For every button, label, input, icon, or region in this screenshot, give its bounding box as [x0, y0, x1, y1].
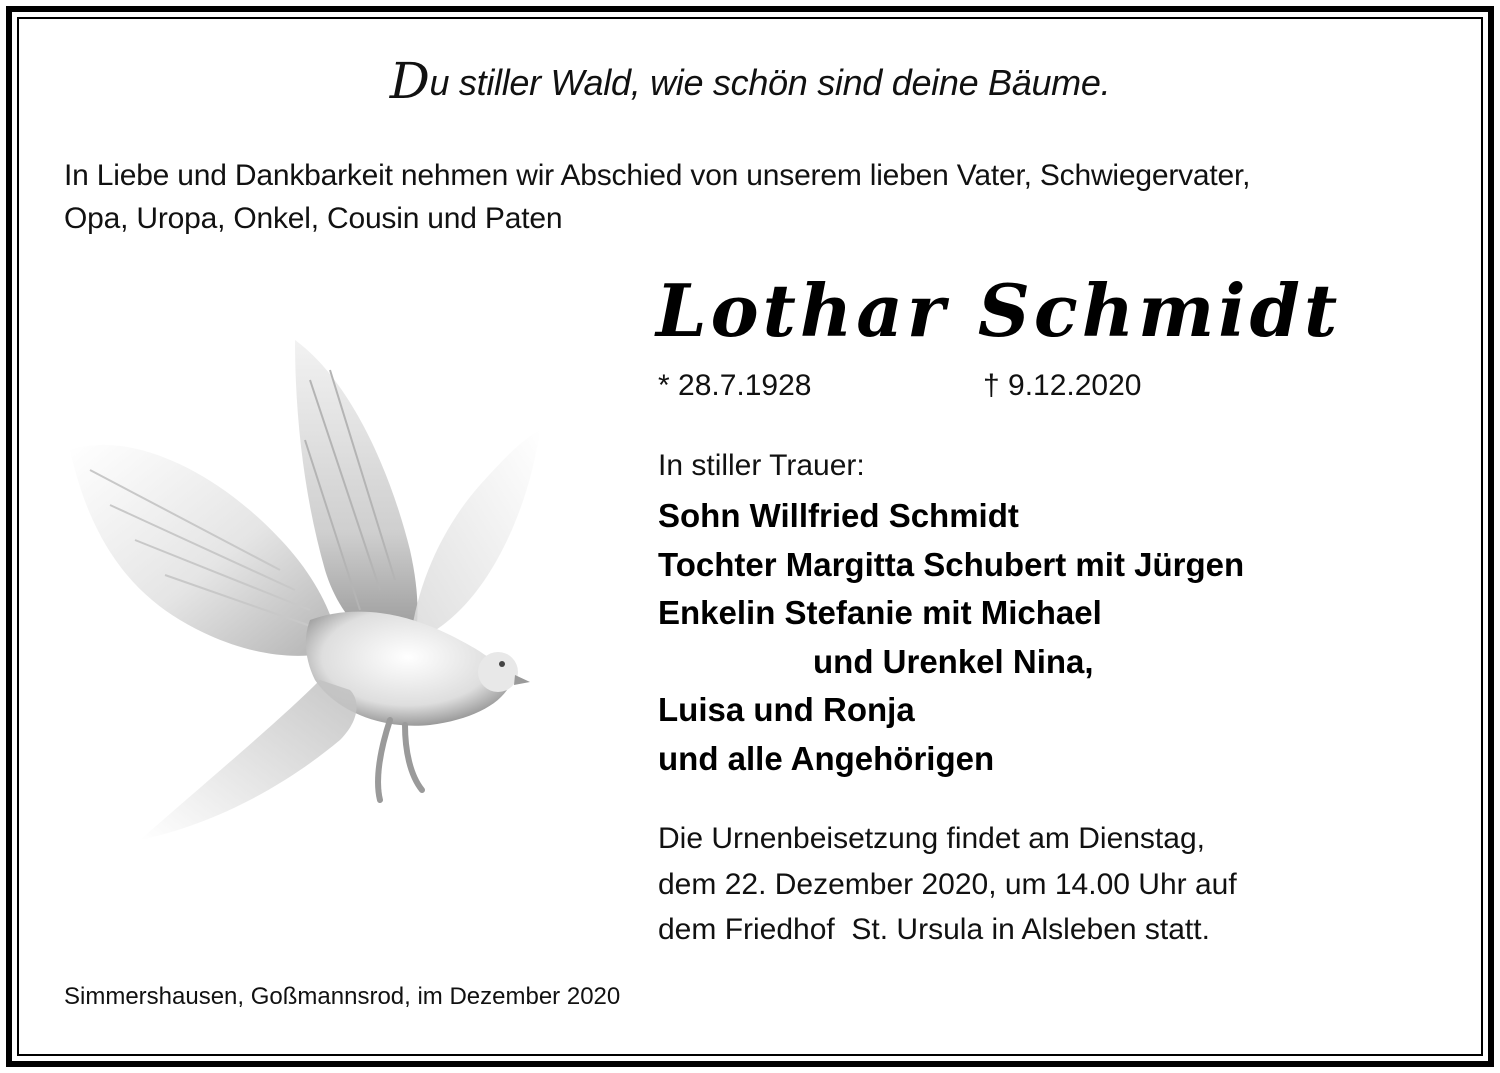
mourning-label: In stiller Trauer: [658, 449, 865, 482]
mourner-line: Luisa und Ronja [658, 691, 915, 728]
intro-line: Opa, Uropa, Onkel, Cousin und Paten [64, 202, 563, 235]
motto [0, 52, 1500, 110]
dove-icon [60, 320, 560, 860]
mourner-line: Sohn Willfried Schmidt [658, 497, 1019, 534]
intro-text [64, 154, 1454, 240]
mourners-list [658, 492, 1244, 783]
place-date: Simmershausen, Goßmannsrod, im Dezember 2020 [64, 983, 621, 1010]
mourner-line: und Urenkel Nina, [813, 642, 1094, 680]
birth-date: * 28.7.1928 [658, 369, 812, 402]
intro-line: In Liebe und Dankbarkeit nehmen wir Abschied von unserem lieben Vater, Schwiegervater, [64, 159, 1251, 192]
service-line: dem Friedhof St. Ursula in Alsleben statt. [658, 913, 1210, 946]
mourner-line: Tochter Margitta Schubert mit Jürgen [658, 545, 1245, 583]
mourner-line: Enkelin Stefanie mit Michael [658, 594, 1102, 631]
service-line: dem 22. Dezember 2020, um 14.00 Uhr auf [658, 867, 1237, 901]
service-info [658, 816, 1237, 953]
death-date: † 9.12.2020 [983, 369, 1142, 402]
service-line: Die Urnenbeisetzung findet am Dienstag, [658, 822, 1205, 855]
mourner-line: und alle Angehörigen [658, 739, 995, 777]
motto-initial: D [389, 52, 430, 110]
deceased-name: Lothar Schmidt [656, 268, 1342, 353]
motto-text: u stiller Wald, wie schön sind deine Bäume. [429, 62, 1111, 103]
